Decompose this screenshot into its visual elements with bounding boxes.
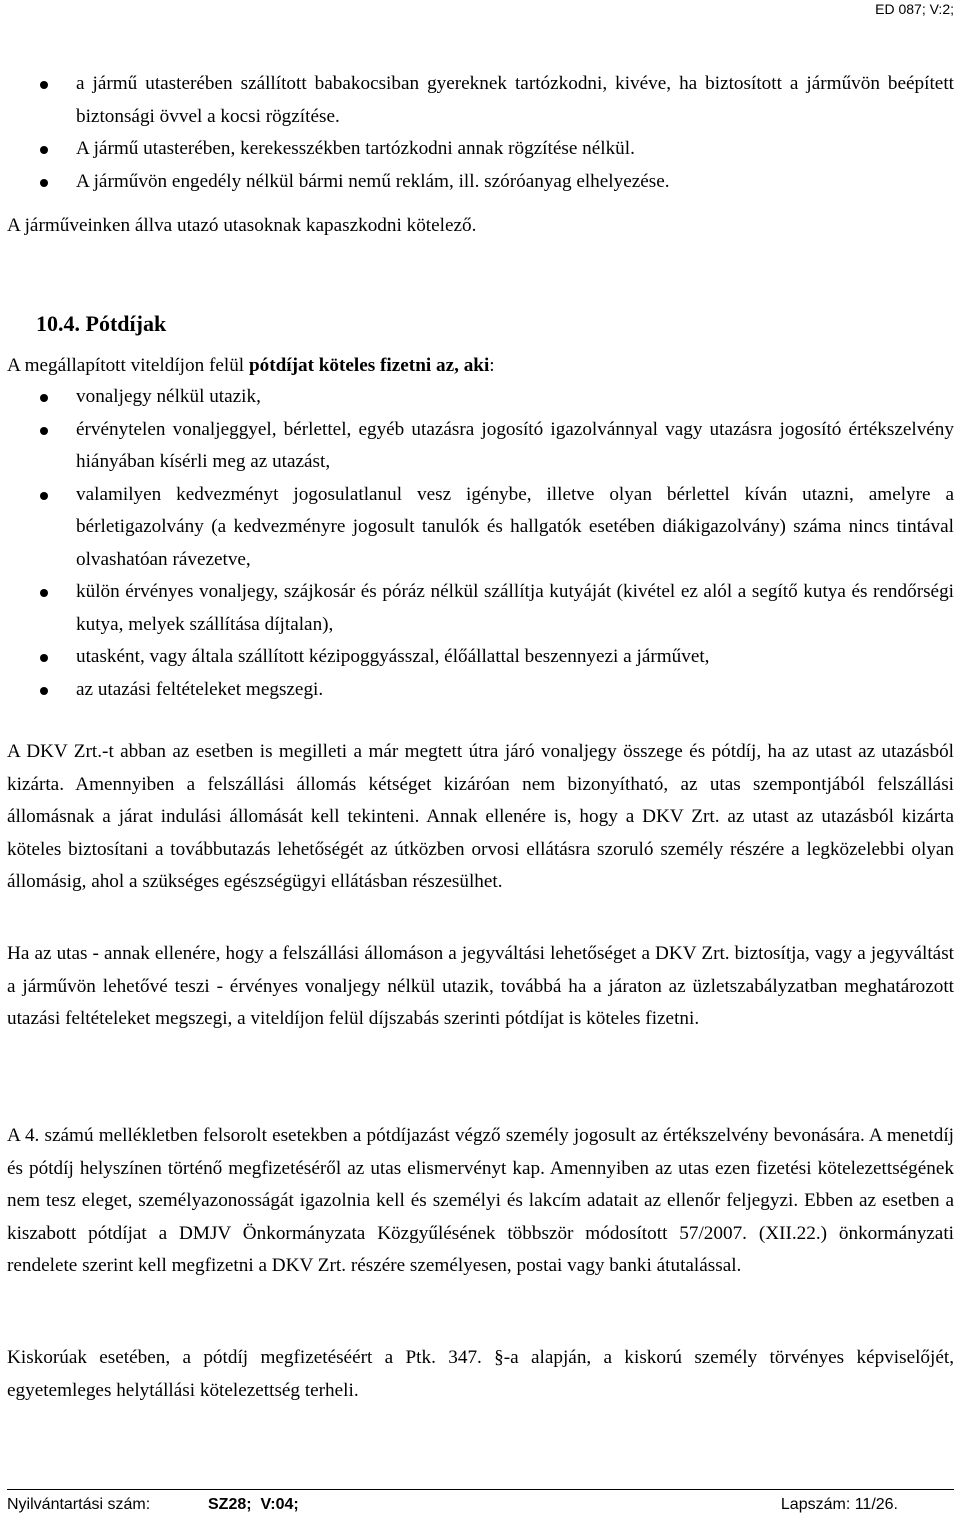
list-item: [7, 414, 954, 479]
document-reference: ED 087; V:2;: [875, 1, 954, 17]
list-item-text: A járművön engedély nélkül bármi nemű reklám, ill. szóróanyag elhelyezése.: [76, 170, 670, 192]
paragraph-ticketless: Ha az utas - annak ellenére, hogy a felszállási állomáson a jegyváltási lehetőséget a DKV Zrt. biztosítja, vagy a jegyváltást a járművön lehetővé teszi - érvényes vonaljegy nélkül utazik, továbbá ha a járaton az üzletszabályzatban meghatározott utazási feltételeket megszegi, a viteldíjon felül díjszabás szerinti pótdíjat is köteles fizetni.: [7, 943, 954, 1029]
list-item-text: utasként, vagy általa szállított kézipoggyásszal, élőállattal beszennyezi a járművet,: [76, 646, 710, 667]
paragraph-exclusion: A DKV Zrt.-t abban az esetben is megilleti a már megtett útra járó vonaljegy összege és pótdíj, ha az utast az utazásból kizárta. Amennyiben a felszállási állomás kétséget kizáróan nem bizonyítható, az utas szempontjából felszállási állomásnak a járat indulási állomását kell tekinteni. Annak ellenére is, hogy a DKV Zrt. az utast az utazásból kizárta köteles biztosítani a továbbutazás lehetőségét az útközben orvosi ellátásra szoruló személy részére a legközelebbi olyan állomásig, ahol a szükséges egészségügyi ellátásban részesülhet.: [7, 741, 954, 892]
bullet-icon: [40, 179, 48, 187]
list-item-text: valamilyen kedvezményt jogosulatlanul vesz igénybe, illetve olyan bérlettel kíván utazni, amelyre a bérletigazolvány (a kedvezményre jogosult tanulók és hallgatók esetében diákigazolvány) száma nincs tintával olvashatóan rávezetve,: [76, 483, 954, 570]
registry-label: Nyilvántartási szám:: [7, 1496, 151, 1513]
standing-note: A járműveinken állva utazó utasoknak kapaszkodni kötelező.: [7, 215, 477, 236]
list-item: [7, 68, 954, 133]
paragraph-payment: A 4. számú mellékletben felsorolt esetekben a pótdíjazást végző személy jogosult az értékszelvény bevonására. A menetdíj és pótdíj helyszínen történő megfizetéséről az utas elismervényt kap. Amennyiben az utas ezen fizetési kötelezettségének nem tesz eleget, személyazonosságát igazolnia kell és személyi és lakcím adatait az ellenőr feljegyzi. Ebben az esetben a kiszabott pótdíjat a DMJV Önkormányzata Közgyűlésének többször módosított 57/2007. (XII.22.) önkormányzati rendelete szerint kell megfizetni a DKV Zrt. részére személyesen, postai vagy banki átutalással.: [7, 1125, 954, 1276]
page-footer: [7, 1489, 954, 1516]
section-heading: 10.4. Pótdíjak: [36, 311, 167, 336]
list-item-text: a jármű utasterében szállított babakocsiban gyereknek tartózkodni, kivéve, ha biztosított a járművön beépített biztonsági övvel a kocsi rögzítése.: [76, 73, 954, 127]
bullet-icon: [40, 81, 48, 89]
intro-colon: :: [489, 355, 495, 376]
intro-bold-text: pótdíjat köteles fizetni az, aki: [248, 355, 490, 376]
list-item-text: vonaljegy nélkül utazik,: [76, 386, 261, 407]
page-number: Lapszám: 11/26.: [780, 1496, 898, 1513]
registry-code: SZ28; V:04;: [208, 1496, 299, 1513]
bullet-icon: [40, 589, 48, 597]
list-item-text: érvénytelen vonaljeggyel, bérlettel, egyéb utazásra jogosító igazolvánnyal vagy utazásra jogosító értékszelvény hiányában kísérli meg az utazást,: [76, 418, 954, 472]
list-item-text: külön érvényes vonaljegy, szájkosár és póráz nélkül szállítja kutyáját (kivétel ez alól a segítő kutya és rendőrségi kutya, melyek szállítása díjtalan),: [76, 581, 954, 635]
bullet-icon: [40, 654, 48, 662]
list-item: [7, 381, 954, 414]
intro-text: A megállapított viteldíjon felül: [7, 355, 249, 376]
bullet-icon: [40, 427, 48, 435]
list-item-text: az utazási feltételeket megszegi.: [76, 678, 324, 700]
list-item: [7, 166, 954, 199]
list-item-text: A jármű utasterében, kerekesszékben tartózkodni annak rögzítése nélkül.: [76, 138, 635, 159]
paragraph-minors: Kiskorúak esetében, a pótdíj megfizetéséért a Ptk. 347. §-a alapján, a kiskorú személy törvényes képviselőjét, egyetemleges helytállási kötelezettség terheli.: [7, 1347, 954, 1401]
surcharge-bullet-list: [7, 381, 954, 706]
bullet-icon: [40, 492, 48, 500]
list-item: [7, 576, 954, 641]
list-item: [7, 133, 954, 166]
list-item: [7, 479, 954, 577]
list-item: [7, 674, 954, 707]
bullet-icon: [40, 394, 48, 402]
section-intro: [7, 350, 954, 383]
bullet-icon: [40, 687, 48, 695]
bullet-icon: [40, 146, 48, 154]
top-bullet-list: [7, 68, 954, 198]
list-item: [7, 641, 954, 674]
